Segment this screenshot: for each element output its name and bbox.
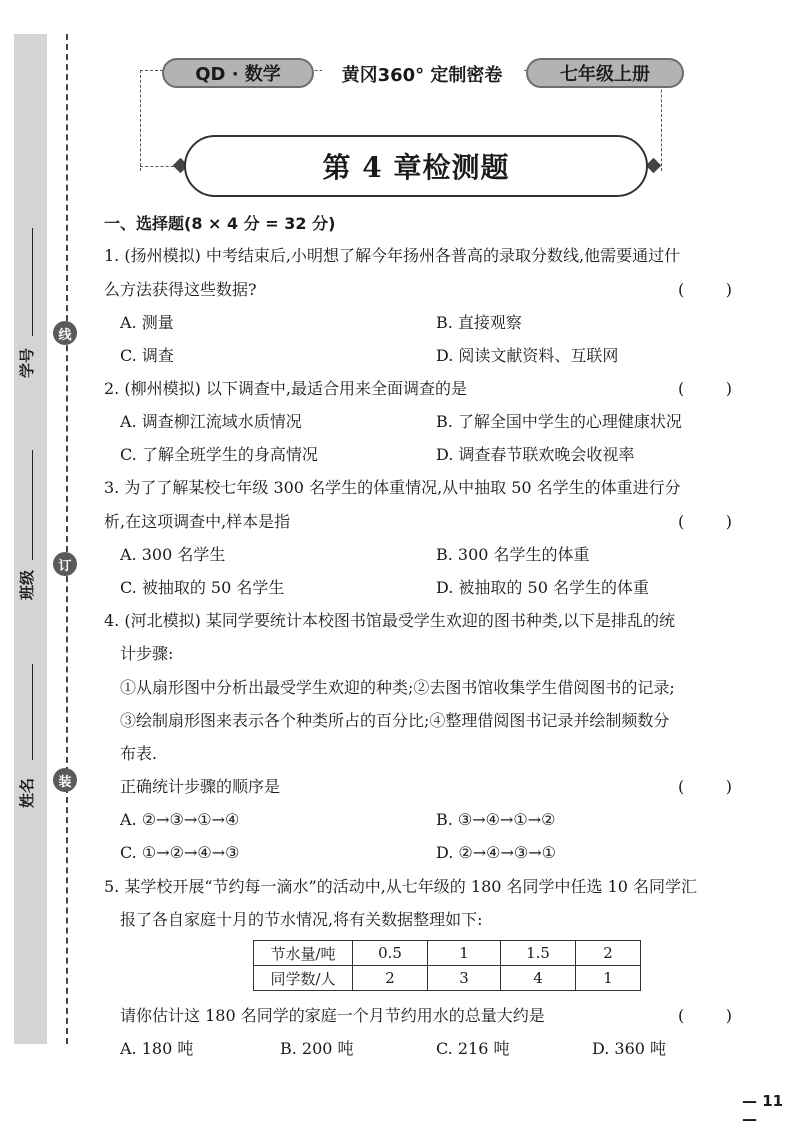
answer-blank-1[interactable]: ( ) bbox=[678, 280, 732, 299]
name-label: 姓名 bbox=[18, 777, 36, 808]
question-4-line-1: 4. (河北模拟) 某同学要统计本校图书馆最受学生欢迎的图书种类,以下是排乱的统 bbox=[104, 611, 676, 630]
page-number: — 11 — bbox=[742, 1092, 784, 1128]
q2-option-b[interactable]: B. 了解全国中学生的心理健康状况 bbox=[436, 412, 682, 431]
answer-blank-4[interactable]: ( ) bbox=[678, 777, 732, 796]
class-label: 班级 bbox=[18, 569, 36, 600]
question-5-ask: 请你估计这 180 名同学的家庭一个月节约用水的总量大约是 bbox=[120, 1006, 545, 1025]
q1-option-c[interactable]: C. 调查 bbox=[120, 346, 174, 365]
q5-option-b[interactable]: B. 200 吨 bbox=[280, 1039, 354, 1058]
name-underline bbox=[32, 664, 33, 760]
question-3-line-1: 3. 为了了解某校七年级 300 名学生的体重情况,从中抽取 50 名学生的体重进行分 bbox=[104, 478, 681, 497]
table-cell: 节水量/吨 bbox=[254, 941, 353, 966]
question-4-line-4: ③绘制扇形图来表示各个种类所占的百分比;④整理借阅图书记录并绘制频数分 bbox=[120, 711, 670, 730]
q5-option-d[interactable]: D. 360 吨 bbox=[592, 1039, 667, 1058]
q4-option-d[interactable]: D. ②→④→③→① bbox=[436, 843, 557, 862]
q5-option-c[interactable]: C. 216 吨 bbox=[436, 1039, 510, 1058]
question-4-line-5: 布表. bbox=[120, 744, 158, 763]
table-cell: 4 bbox=[501, 966, 576, 991]
q2-option-a[interactable]: A. 调查柳江流域水质情况 bbox=[120, 412, 302, 431]
answer-blank-2[interactable]: ( ) bbox=[678, 379, 732, 398]
table-cell: 1 bbox=[428, 941, 501, 966]
q3-option-c[interactable]: C. 被抽取的 50 名学生 bbox=[120, 578, 285, 597]
binding-mark-order: 订 bbox=[53, 552, 77, 576]
answer-blank-3[interactable]: ( ) bbox=[678, 512, 732, 531]
table-row bbox=[254, 941, 641, 966]
q4-option-a[interactable]: A. ②→③→①→④ bbox=[120, 810, 240, 829]
binding-mark-line: 线 bbox=[53, 321, 77, 345]
question-4-line-3: ①从扇形图中分析出最受学生欢迎的种类;②去图书馆收集学生借阅图书的记录; bbox=[120, 678, 675, 697]
table-cell: 2 bbox=[353, 966, 428, 991]
page-title: 第 4 章检测题 bbox=[184, 135, 648, 197]
student-id-underline bbox=[32, 228, 33, 336]
question-1-line-2: 么方法获得这些数据? bbox=[104, 280, 257, 299]
table-cell: 3 bbox=[428, 966, 501, 991]
question-5-line-1: 5. 某学校开展“节约每一滴水”的活动中,从七年级的 180 名同学中任选 10 名同学汇 bbox=[104, 877, 698, 896]
q3-option-b[interactable]: B. 300 名学生的体重 bbox=[436, 545, 590, 564]
table-cell: 1.5 bbox=[501, 941, 576, 966]
table-cell: 1 bbox=[576, 966, 641, 991]
q1-option-d[interactable]: D. 阅读文献资料、互联网 bbox=[436, 346, 619, 365]
question-1-line-1: 1. (扬州模拟) 中考结束后,小明想了解今年扬州各普高的录取分数线,他需要通过什 bbox=[104, 246, 681, 265]
question-4-line-2: 计步骤: bbox=[120, 644, 174, 663]
table-cell: 0.5 bbox=[353, 941, 428, 966]
q1-option-a[interactable]: A. 测量 bbox=[120, 313, 174, 332]
binding-mark-bind: 装 bbox=[53, 768, 77, 792]
question-4-line-6: 正确统计步骤的顺序是 bbox=[120, 777, 281, 796]
q2-option-c[interactable]: C. 了解全班学生的身高情况 bbox=[120, 445, 318, 464]
answer-blank-5[interactable]: ( ) bbox=[678, 1006, 732, 1025]
table-row bbox=[254, 966, 641, 991]
q4-option-c[interactable]: C. ①→②→④→③ bbox=[120, 843, 240, 862]
binding-dashed-line bbox=[66, 34, 68, 1044]
section-heading: 一、选择题(8 × 4 分 = 32 分) bbox=[104, 214, 336, 233]
brand-label: 黄冈360° 定制密卷 bbox=[322, 60, 522, 88]
binding-strip bbox=[14, 34, 47, 1044]
q5-option-a[interactable]: A. 180 吨 bbox=[120, 1039, 194, 1058]
table-cell: 同学数/人 bbox=[254, 966, 353, 991]
class-underline bbox=[32, 450, 33, 560]
question-5-line-2: 报了各自家庭十月的节水情况,将有关数据整理如下: bbox=[120, 910, 483, 929]
water-saving-table bbox=[253, 940, 641, 991]
q4-option-b[interactable]: B. ③→④→①→② bbox=[436, 810, 556, 829]
q3-option-a[interactable]: A. 300 名学生 bbox=[120, 545, 226, 564]
grade-tag: 七年级上册 bbox=[526, 58, 684, 88]
table-cell: 2 bbox=[576, 941, 641, 966]
q1-option-b[interactable]: B. 直接观察 bbox=[436, 313, 522, 332]
question-2-line-1: 2. (柳州模拟) 以下调查中,最适合用来全面调查的是 bbox=[104, 379, 468, 398]
question-3-line-2: 析,在这项调查中,样本是指 bbox=[104, 512, 291, 531]
q2-option-d[interactable]: D. 调查春节联欢晚会收视率 bbox=[436, 445, 635, 464]
subject-tag: QD · 数学 bbox=[162, 58, 314, 88]
q3-option-d[interactable]: D. 被抽取的 50 名学生的体重 bbox=[436, 578, 649, 597]
student-id-label: 学号 bbox=[18, 347, 36, 378]
